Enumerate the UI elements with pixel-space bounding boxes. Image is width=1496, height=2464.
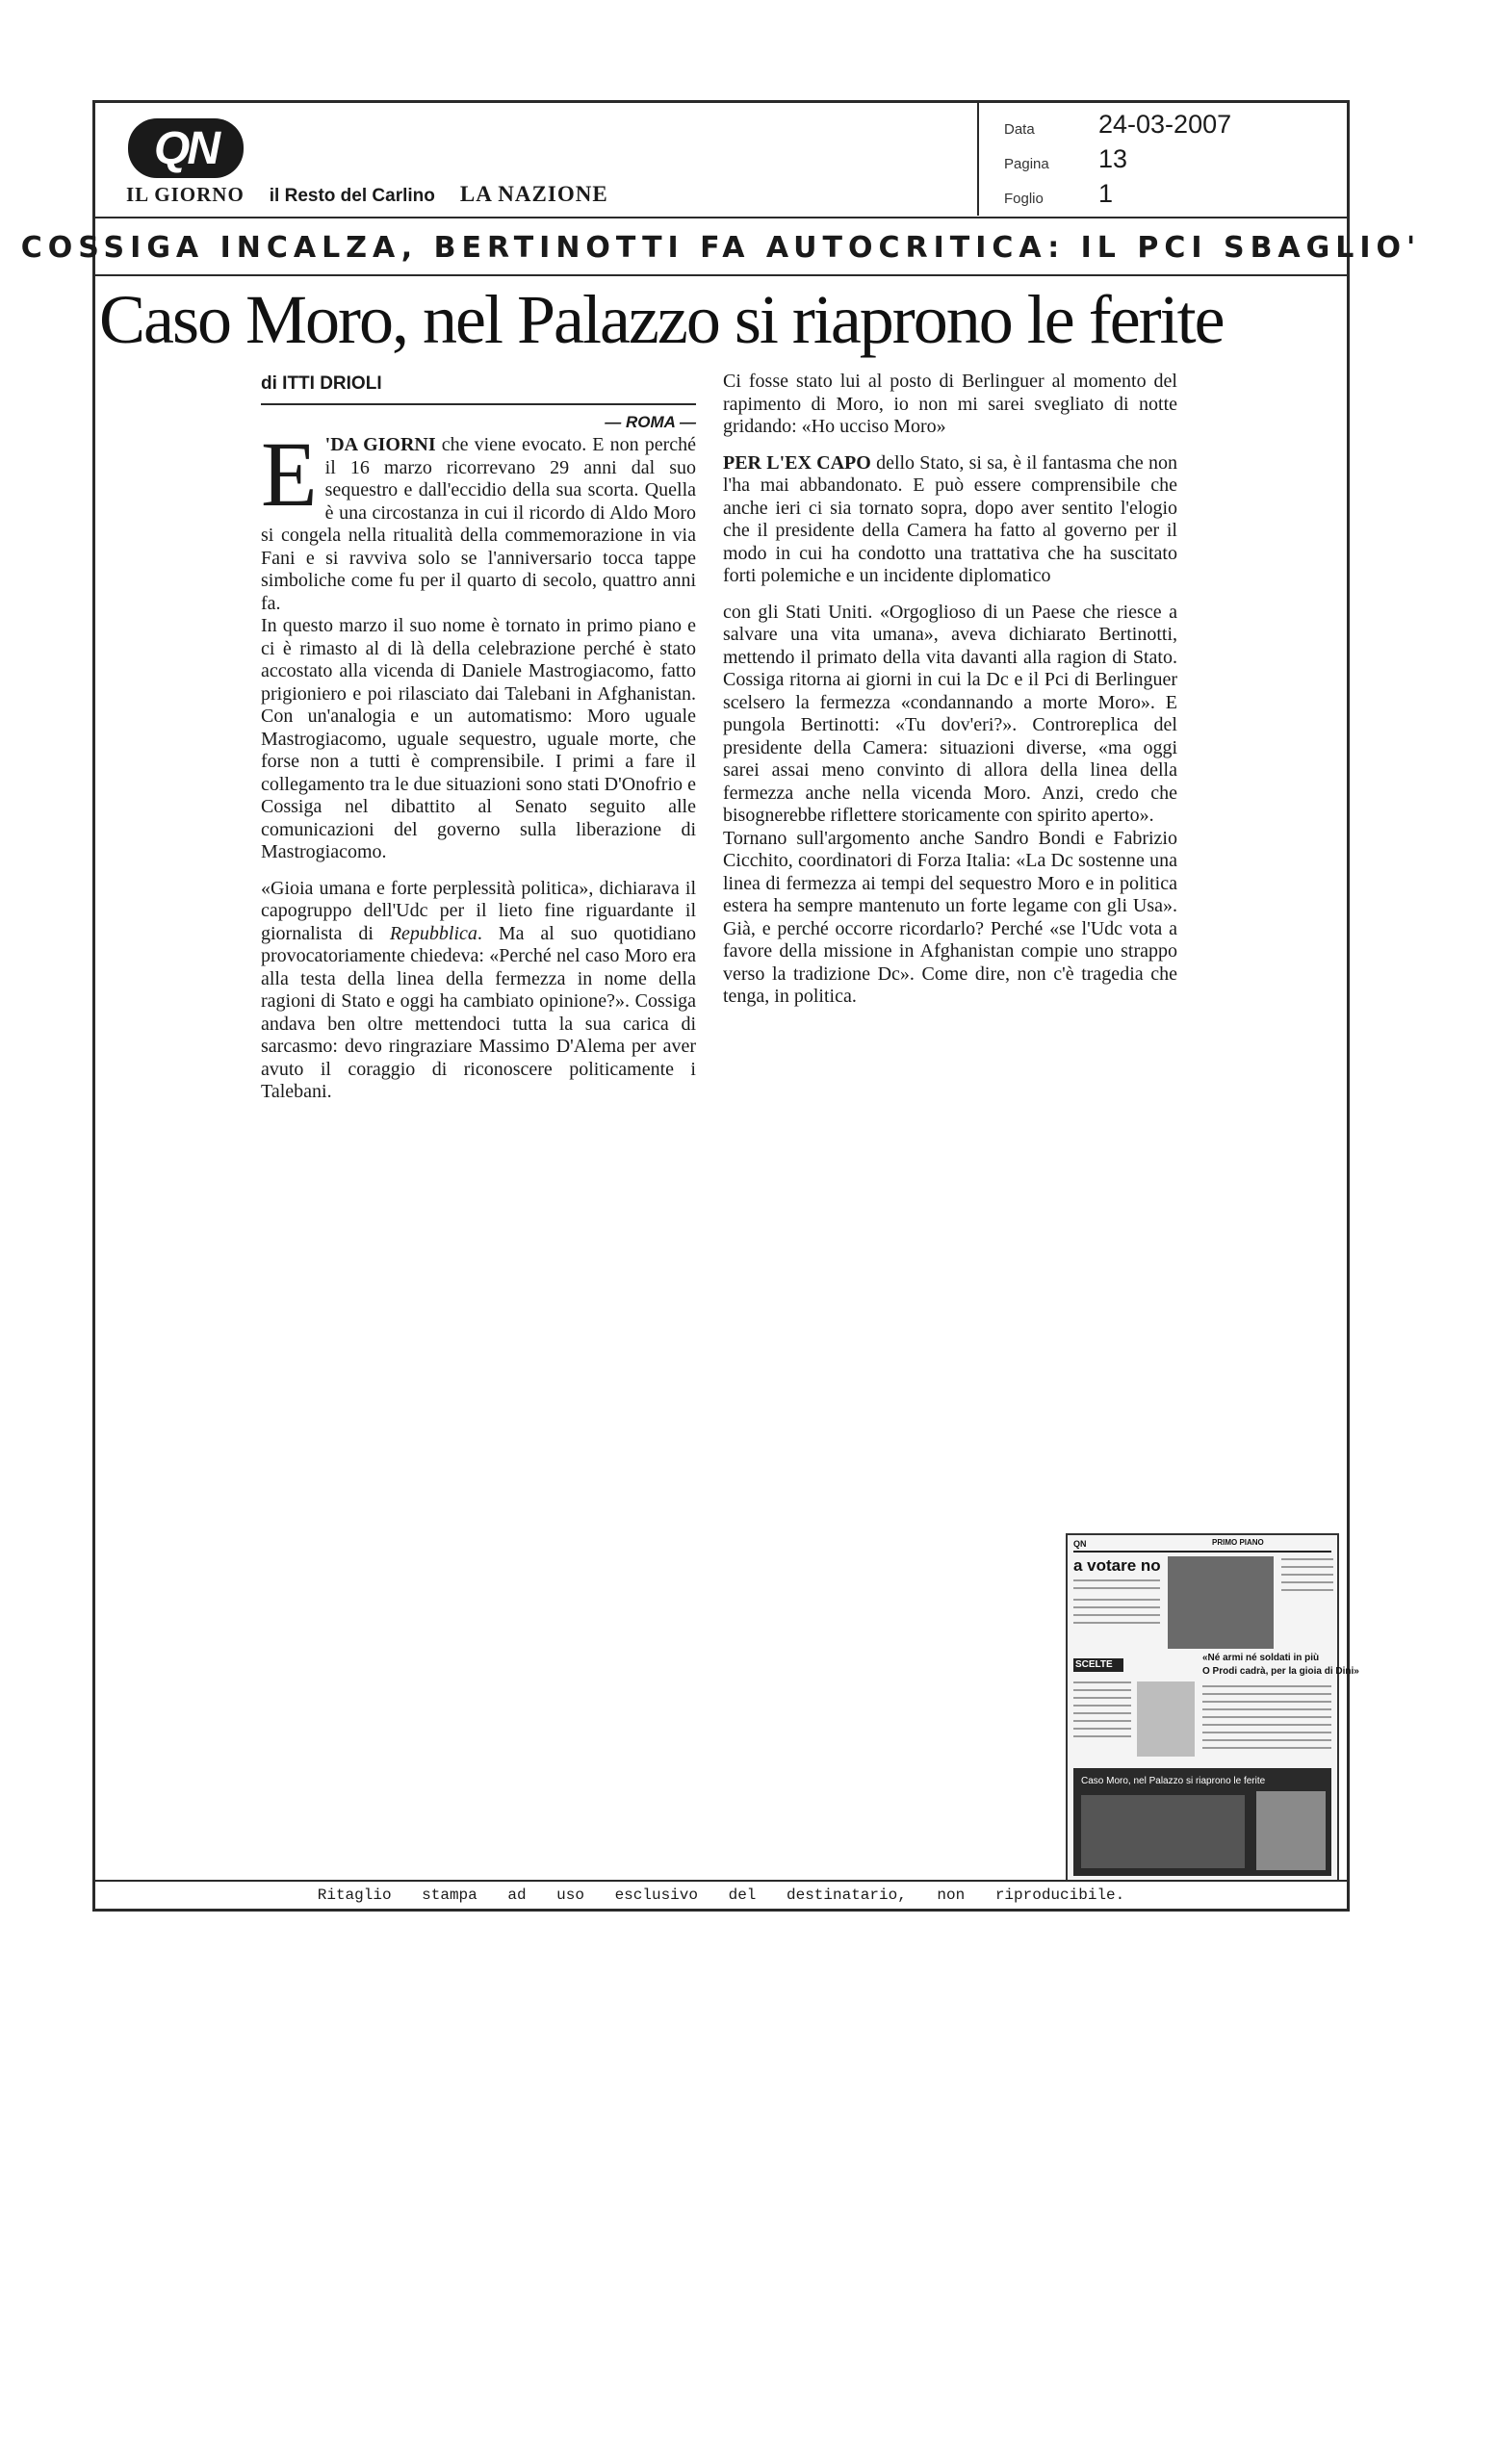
article-paragraph-4: Ci fosse stato lui al posto di Berlinguer al momento del rapimento di Moro, io non mi sarei svegliato di notte gridando: «Ho ucciso Moro» bbox=[723, 371, 1177, 437]
thumb-section: PRIMO PIANO bbox=[1212, 1538, 1264, 1547]
article-paragraph-5 bbox=[723, 452, 1177, 588]
article-dateline: — ROMA — bbox=[605, 413, 696, 431]
para-3-end: . Ma al suo quotidiano provocatoriamente chiedeva: «Perché nel caso Moro era alla testa della linea della fermezza in nome della ragioni di Stato e oggi ha cambiato opinione?». Cossiga andava ben oltre mettendoci tutta la sua carica di sarcasmo: devo ringraziare Massimo D'Alema per aver avuto il coraggio di riconoscere politicamente i Talebani. bbox=[261, 922, 696, 1102]
meta-sheet-value: 1 bbox=[1098, 179, 1114, 208]
lead-caps: 'DA GIORNI bbox=[324, 434, 436, 455]
thumb-text-line bbox=[1073, 1697, 1131, 1699]
drop-cap: E bbox=[261, 423, 318, 526]
article-paragraph-7: Tornano sull'argomento anche Sandro Bondi e Fabrizio Cicchito, coordinatori di Forza Italia: «La Dc sostenne una linea di fermezza ai tempi del sequestro Moro e in politica estera ha sempre mantenuto un forte legame con gli Usa». Già, e perché occorre ricordarlo? Perché «se l'Udc vota a favore della missione in Afghanistan compie uno strappo verso la tradizione Dc». Come dire, non c'è tragedia che tenga, in politica. bbox=[723, 827, 1177, 1007]
sub-lead-caps: PER L'EX CAPO bbox=[723, 451, 871, 474]
clipping-meta bbox=[977, 103, 1350, 216]
para-3-start: «Gioia umana e forte perplessità politica», dichiarava il capogruppo dell'Udc per il lieto fine riguardante il giornalista di bbox=[261, 877, 696, 944]
masthead bbox=[95, 103, 1347, 218]
thumb-photo-2 bbox=[1256, 1791, 1326, 1870]
thumb-text-line bbox=[1073, 1728, 1131, 1730]
paper-il-giorno: IL GIORNO bbox=[126, 183, 245, 206]
thumb-text-line bbox=[1073, 1606, 1160, 1608]
thumb-text-line bbox=[1073, 1689, 1131, 1691]
article-column-right bbox=[723, 371, 1177, 1009]
thumb-text-block bbox=[1081, 1795, 1245, 1868]
paper-resto-del-carlino: il Resto del Carlino bbox=[269, 186, 435, 206]
thumb-text-line bbox=[1202, 1716, 1331, 1718]
thumb-text-line bbox=[1073, 1599, 1160, 1601]
thumb-headline-4: Caso Moro, nel Palazzo si riaprono le ferite bbox=[1081, 1776, 1266, 1786]
thumb-headline-1: a votare no bbox=[1073, 1556, 1161, 1575]
thumb-text-line bbox=[1073, 1681, 1131, 1683]
thumb-photo bbox=[1168, 1556, 1274, 1649]
thumb-logo: QN bbox=[1073, 1539, 1087, 1549]
article-byline: di ITTI DRIOLI bbox=[261, 373, 382, 394]
article-column-left bbox=[261, 372, 696, 1104]
thumb-text-line bbox=[1202, 1708, 1331, 1710]
thumb-text-line bbox=[1073, 1587, 1160, 1589]
byline-divider bbox=[261, 403, 696, 405]
thumb-text-line bbox=[1281, 1581, 1333, 1583]
thumb-text-line bbox=[1202, 1724, 1331, 1726]
publisher-logos bbox=[122, 116, 1095, 213]
thumb-text-line bbox=[1073, 1705, 1131, 1707]
thumb-badge: SCELTE bbox=[1075, 1659, 1113, 1670]
thumb-text-line bbox=[1073, 1712, 1131, 1714]
thumb-text-line bbox=[1281, 1589, 1333, 1591]
meta-sheet-label: Foglio bbox=[1004, 191, 1044, 207]
thumb-text-line bbox=[1073, 1735, 1131, 1737]
thumb-text-line bbox=[1073, 1579, 1160, 1581]
thumb-text-line bbox=[1202, 1732, 1331, 1733]
newspaper-names bbox=[126, 182, 800, 211]
para-3-newspaper: Repubblica bbox=[389, 922, 477, 944]
article-lead-paragraph bbox=[261, 423, 697, 615]
qn-logo bbox=[128, 118, 244, 178]
article-kicker: COSSIGA INCALZA, BERTINOTTI FA AUTOCRITICA: IL PCI SBAGLIO' bbox=[95, 220, 1347, 276]
meta-sheet bbox=[1004, 180, 1331, 209]
thumb-text-line bbox=[1281, 1566, 1333, 1568]
paper-la-nazione: LA NAZIONE bbox=[459, 182, 608, 206]
clipping-disclaimer: Ritaglio stampa ad uso esclusivo del destinatario, non riproducibile. bbox=[95, 1880, 1347, 1909]
thumb-top-rule bbox=[1073, 1551, 1331, 1553]
para-5-text: dello Stato, si sa, è il fantasma che non l'ha mai abbandonato. E può essere comprensibile che anche ieri ci sia tornato sopra, dopo aver sentito l'elogio che il presidente della Camera ha fatto al governo per il modo in cui ha condotto una trattativa che ha suscitato forti polemiche e un incidente diplomatico bbox=[723, 451, 1177, 586]
thumb-caricature bbox=[1137, 1681, 1195, 1757]
meta-date-label: Data bbox=[1004, 121, 1035, 138]
thumb-text-line bbox=[1073, 1720, 1131, 1722]
thumb-text-line bbox=[1202, 1693, 1331, 1695]
thumb-headline-3: O Prodi cadrà, per la gioia di Dini» bbox=[1202, 1666, 1359, 1677]
qn-logo-text: QN bbox=[154, 122, 218, 174]
thumb-text-line bbox=[1073, 1614, 1160, 1616]
thumb-headline-2: «Né armi né soldati in più bbox=[1202, 1653, 1320, 1663]
thumb-text-line bbox=[1202, 1685, 1331, 1687]
thumb-text-line bbox=[1281, 1574, 1333, 1576]
meta-page-label: Pagina bbox=[1004, 156, 1049, 172]
article-headline: Caso Moro, nel Palazzo si riaprono le ferite bbox=[99, 281, 1224, 358]
thumb-text-line bbox=[1073, 1622, 1160, 1624]
thumb-text-line bbox=[1202, 1739, 1331, 1741]
article-paragraph-3 bbox=[261, 878, 696, 1104]
page-thumbnail bbox=[1066, 1533, 1359, 1882]
meta-page-value: 13 bbox=[1098, 144, 1128, 173]
clipping-frame bbox=[20, 100, 1422, 1912]
meta-date-value: 24-03-2007 bbox=[1098, 110, 1232, 139]
article-paragraph-6: con gli Stati Uniti. «Orgoglioso di un Paese che riesce a salvare una vita umana», aveva dichiarato Bertinotti, mettendo il primato della vita davanti alla ragion di Stato. Cossiga ritorna ai giorni in cui la Dc e il Pci di Berlinguer scelsero la fermezza «condannando a morte Moro». E pungola Bertinotti: «Tu dov'eri?». Controreplica del presidente della Camera: situazioni diverse, «ma oggi sarei assai meno convinto di allora della linea della fermezza anche nella vicenda Moro. Anzi, credo che bisognerebbe riflettere storicamente con spirito aperto». bbox=[723, 601, 1177, 826]
article-paragraph-2: In questo marzo il suo nome è tornato in primo piano e ci è rimasto al di là della celebrazione perché è stato accostato alla vicenda di Daniele Mastrogiacomo, fatto prigioniero e poi rilasciato dai Talebani in Afghanistan. Con un'analogia e un automatismo: Moro uguale Mastrogiacomo, uguale sequestro, uguale morte, che forse non a tutti è comprensibile. I primi a fare il collegamento tra le due situazioni sono stati D'Onofrio e Cossiga nel dibattito al Senato seguito alle comunicazioni del governo sulla liberazione di Mastrogiacomo. bbox=[261, 615, 696, 862]
thumb-text-line bbox=[1281, 1558, 1333, 1560]
meta-date bbox=[1004, 111, 1331, 140]
thumb-text-line bbox=[1202, 1701, 1331, 1703]
thumb-text-line bbox=[1202, 1747, 1331, 1749]
meta-page bbox=[1004, 145, 1331, 174]
lead-text: che viene evocato. E non perché il 16 marzo ricorrevano 29 anni dal suo sequestro e dall'eccidio della sua scorta. Quella è una circostanza in cui il ricordo di Aldo Moro si congela nella ritualità della commemorazione in via Fani e si ravviva solo se l'anniversario tocca tappe simboliche come fu per il quarto di secolo, quattro anni fa. bbox=[261, 434, 697, 614]
